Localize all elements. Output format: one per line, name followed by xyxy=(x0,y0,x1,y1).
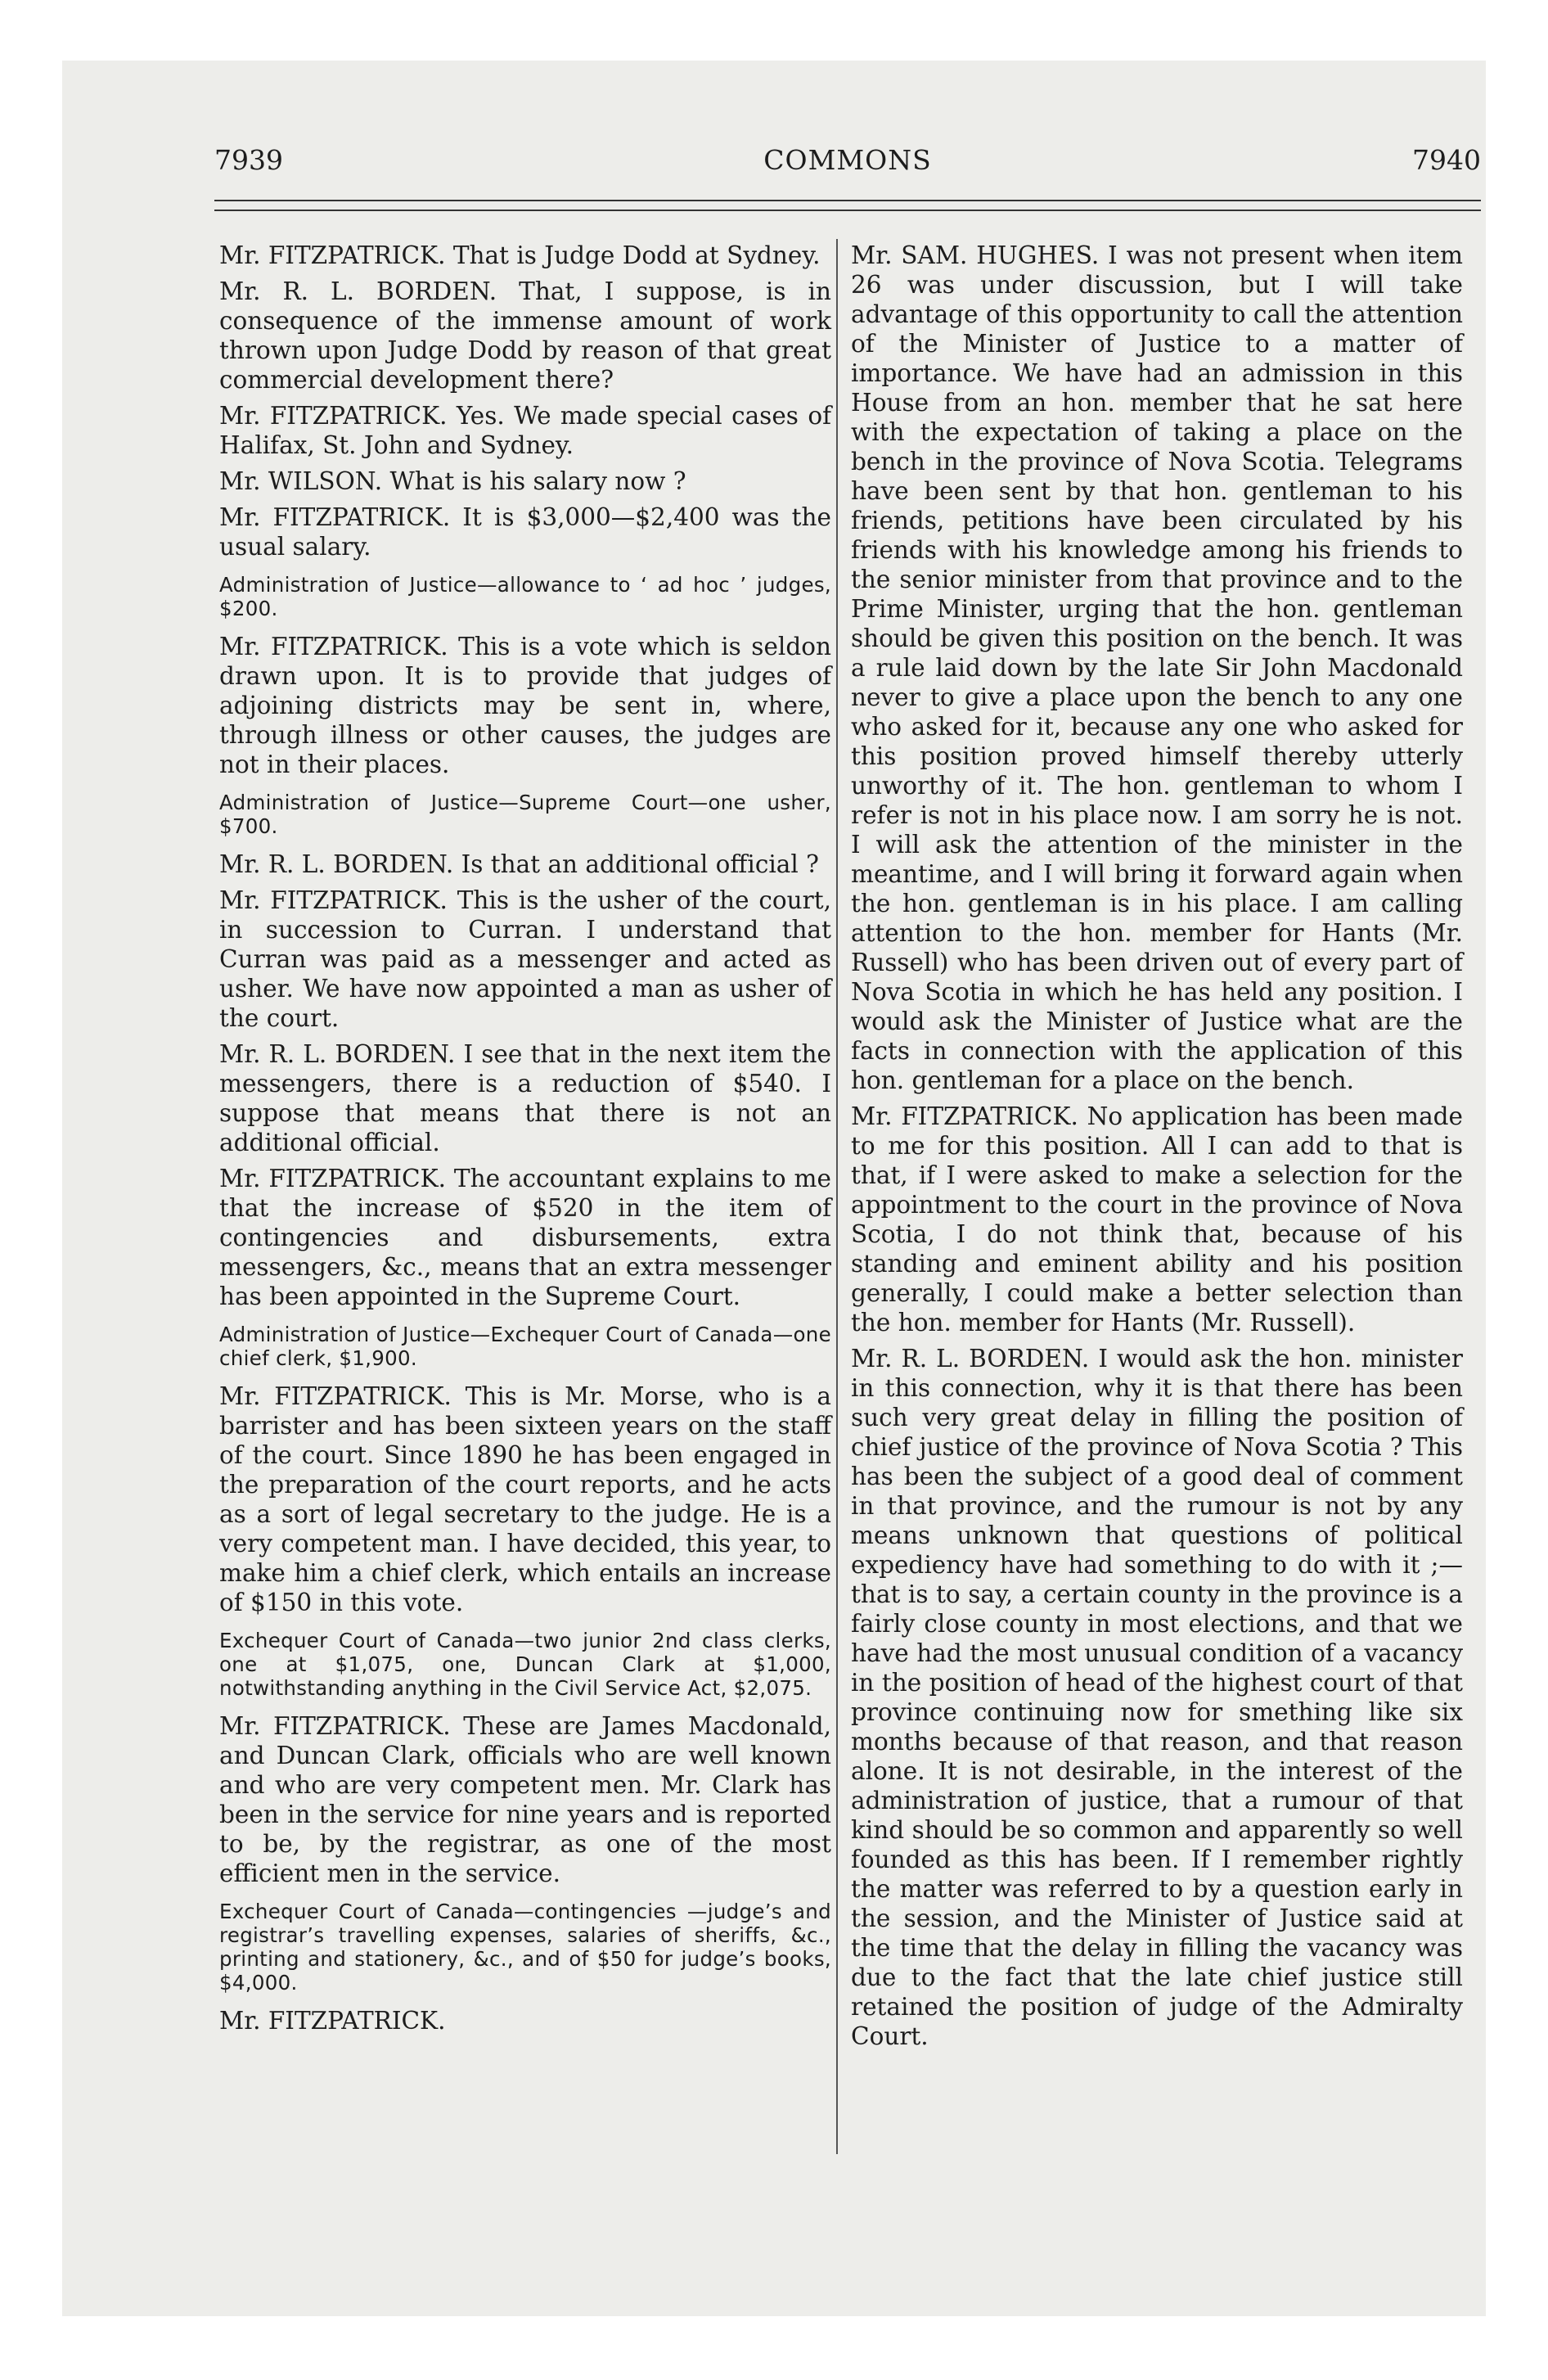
page-number-right: 7940 xyxy=(1412,144,1481,176)
speech-paragraph: Mr. FITZPATRICK. These are James Macdonald, and Duncan Clark, officials who are well known and who are very competent men. Mr. Clark has been in the service for nine years and is reported to be, by the registrar, as one of the most efficient men in the service. xyxy=(219,1712,831,1887)
header-rule-second xyxy=(214,210,1481,211)
estimate-item: Exchequer Court of Canada—contingencies —judge’s and registrar’s travelling expenses, salaries of sheriffs, &c., printing and stationery, &c., and of $50 for judge’s books, $4,000. xyxy=(219,1900,831,1995)
speech-paragraph: Mr. SAM. HUGHES. I was not present when item 26 was under discussion, but I will take advantage of this opportunity to call the attention of the Minister of Justice to a matter of importance. We have had an admission in this House from an hon. member that he sat here with the expectation of taking a place on the bench in the province of Nova Scotia. Telegrams have been sent by that hon. gentleman to his friends, petitions have been circulated by his friends with his knowledge among his friends to the senior minister from that province and to the Prime Minister, urging that the hon. gentleman should be given this position on the bench. It was a rule laid down by the late Sir John Macdonald never to give a place upon the bench to any one who asked for it, because any one who asked for this position proved himself thereby utterly unworthy of it. The hon. gentleman to whom I refer is not in his place now. I am sorry he is not. I will ask the attention of the minister in the meantime, and I will bring it forward again when the hon. gentleman is in his place. I am calling attention to the hon. member for Hants (Mr. Russell) who has been driven out of every part of Nova Scotia in which he has held any position. I would ask the Minister of Justice what are the facts in connection with the application of this hon. gentleman for a place on the bench. xyxy=(851,241,1463,1094)
speech-paragraph: Mr. WILSON. What is his salary now ? xyxy=(219,467,686,495)
speech-paragraph: Mr. FITZPATRICK. This is the usher of the court, in succession to Curran. I understand that Curran was paid as a messenger and acted as usher. We have now appointed a man as usher of the court. xyxy=(219,886,831,1032)
speech-paragraph: Mr. FITZPATRICK. Yes. We made special cases of Halifax, St. John and Sydney. xyxy=(219,402,831,459)
page-number-left: 7939 xyxy=(214,144,283,176)
left-column xyxy=(219,241,831,2042)
speech-paragraph: Mr. FITZPATRICK. xyxy=(219,2007,446,2035)
speech-paragraph: Mr. FITZPATRICK. No application has been made to me for this position. All I can add to that is that, if I were asked to make a selection for the appointment to the court in the province of Nova Scotia, I do not think that, because of his standing and eminent ability and his position generally, I could make a better selection than the hon. member for Hants (Mr. Russell). xyxy=(851,1102,1463,1336)
page-header xyxy=(214,144,1481,185)
page-title: COMMONS xyxy=(763,144,932,176)
speech-paragraph: Mr. FITZPATRICK. This is a vote which is seldon drawn upon. It is to provide that judges of adjoining districts may be sent in, where, through illness or other causes, the judges are not in their places. xyxy=(219,633,831,778)
speech-paragraph: Mr. R. L. BORDEN. Is that an additional official ? xyxy=(219,850,819,878)
speech-paragraph: Mr. FITZPATRICK. This is Mr. Morse, who is a barrister and has been sixteen years on the staff of the court. Since 1890 he has been engaged in the preparation of the court reports, and he acts as a sort of legal secretary to the judge. He is a very competent man. I have decided, this year, to make him a chief clerk, which entails an increase of $150 in this vote. xyxy=(219,1382,831,1616)
estimate-item: Administration of Justice—Supreme Court—one usher, $700. xyxy=(219,791,831,838)
speech-paragraph: Mr. FITZPATRICK. The accountant explains to me that the increase of $520 in the item of contingencies and disbursements, extra messengers, &c., means that an extra messenger has been appointed in the Supreme Court. xyxy=(219,1165,831,1310)
speech-paragraph: Mr. FITZPATRICK. That is Judge Dodd at Sydney. xyxy=(219,241,821,269)
speech-paragraph: Mr. R. L. BORDEN. That, I suppose, is in consequence of the immense amount of work thrown upon Judge Dodd by reason of that great commercial development there? xyxy=(219,277,831,394)
column-divider xyxy=(836,239,838,2154)
estimate-item: Administration of Justice—allowance to ‘ ad hoc ’ judges, $200. xyxy=(219,573,831,620)
right-column xyxy=(851,241,1463,2058)
speech-paragraph: Mr. R. L. BORDEN. I would ask the hon. minister in this connection, why it is that there has been such very great delay in filling the position of chief justice of the province of Nova Scotia ? This has been the subject of a good deal of comment in that province, and the rumour is not by any means unknown that questions of political expediency have had something to do with it ;—that is to say, a certain county in the province is a fairly close county in most elections, and that we have had the most unusual condition of a vacancy in the position of head of the highest court of that province continuing now for smething like six months because of that reason, and that reason alone. It is not desirable, in the interest of the administration of justice, that a rumour of that kind should be so common and apparently so well founded as this has been. If I remember rightly the matter was referred to by a question early in the session, and the Minister of Justice said at the time that the delay in filling the vacancy was due to the fact that the late chief justice still retained the position of judge of the Admiralty Court. xyxy=(851,1345,1463,2050)
estimate-item: Administration of Justice—Exchequer Court of Canada—one chief clerk, $1,900. xyxy=(219,1323,831,1370)
speech-paragraph: Mr. R. L. BORDEN. I see that in the next item the messengers, there is a reduction of $540. I suppose that means that there is not an additional official. xyxy=(219,1040,831,1156)
speech-paragraph: Mr. FITZPATRICK. It is $3,000—$2,400 was the usual salary. xyxy=(219,503,831,561)
estimate-item: Exchequer Court of Canada—two junior 2nd class clerks, one at $1,075, one, Duncan Clark at $1,000, notwithstanding anything in the Civil Service Act, $2,075. xyxy=(219,1629,831,1700)
header-rule xyxy=(214,200,1481,201)
